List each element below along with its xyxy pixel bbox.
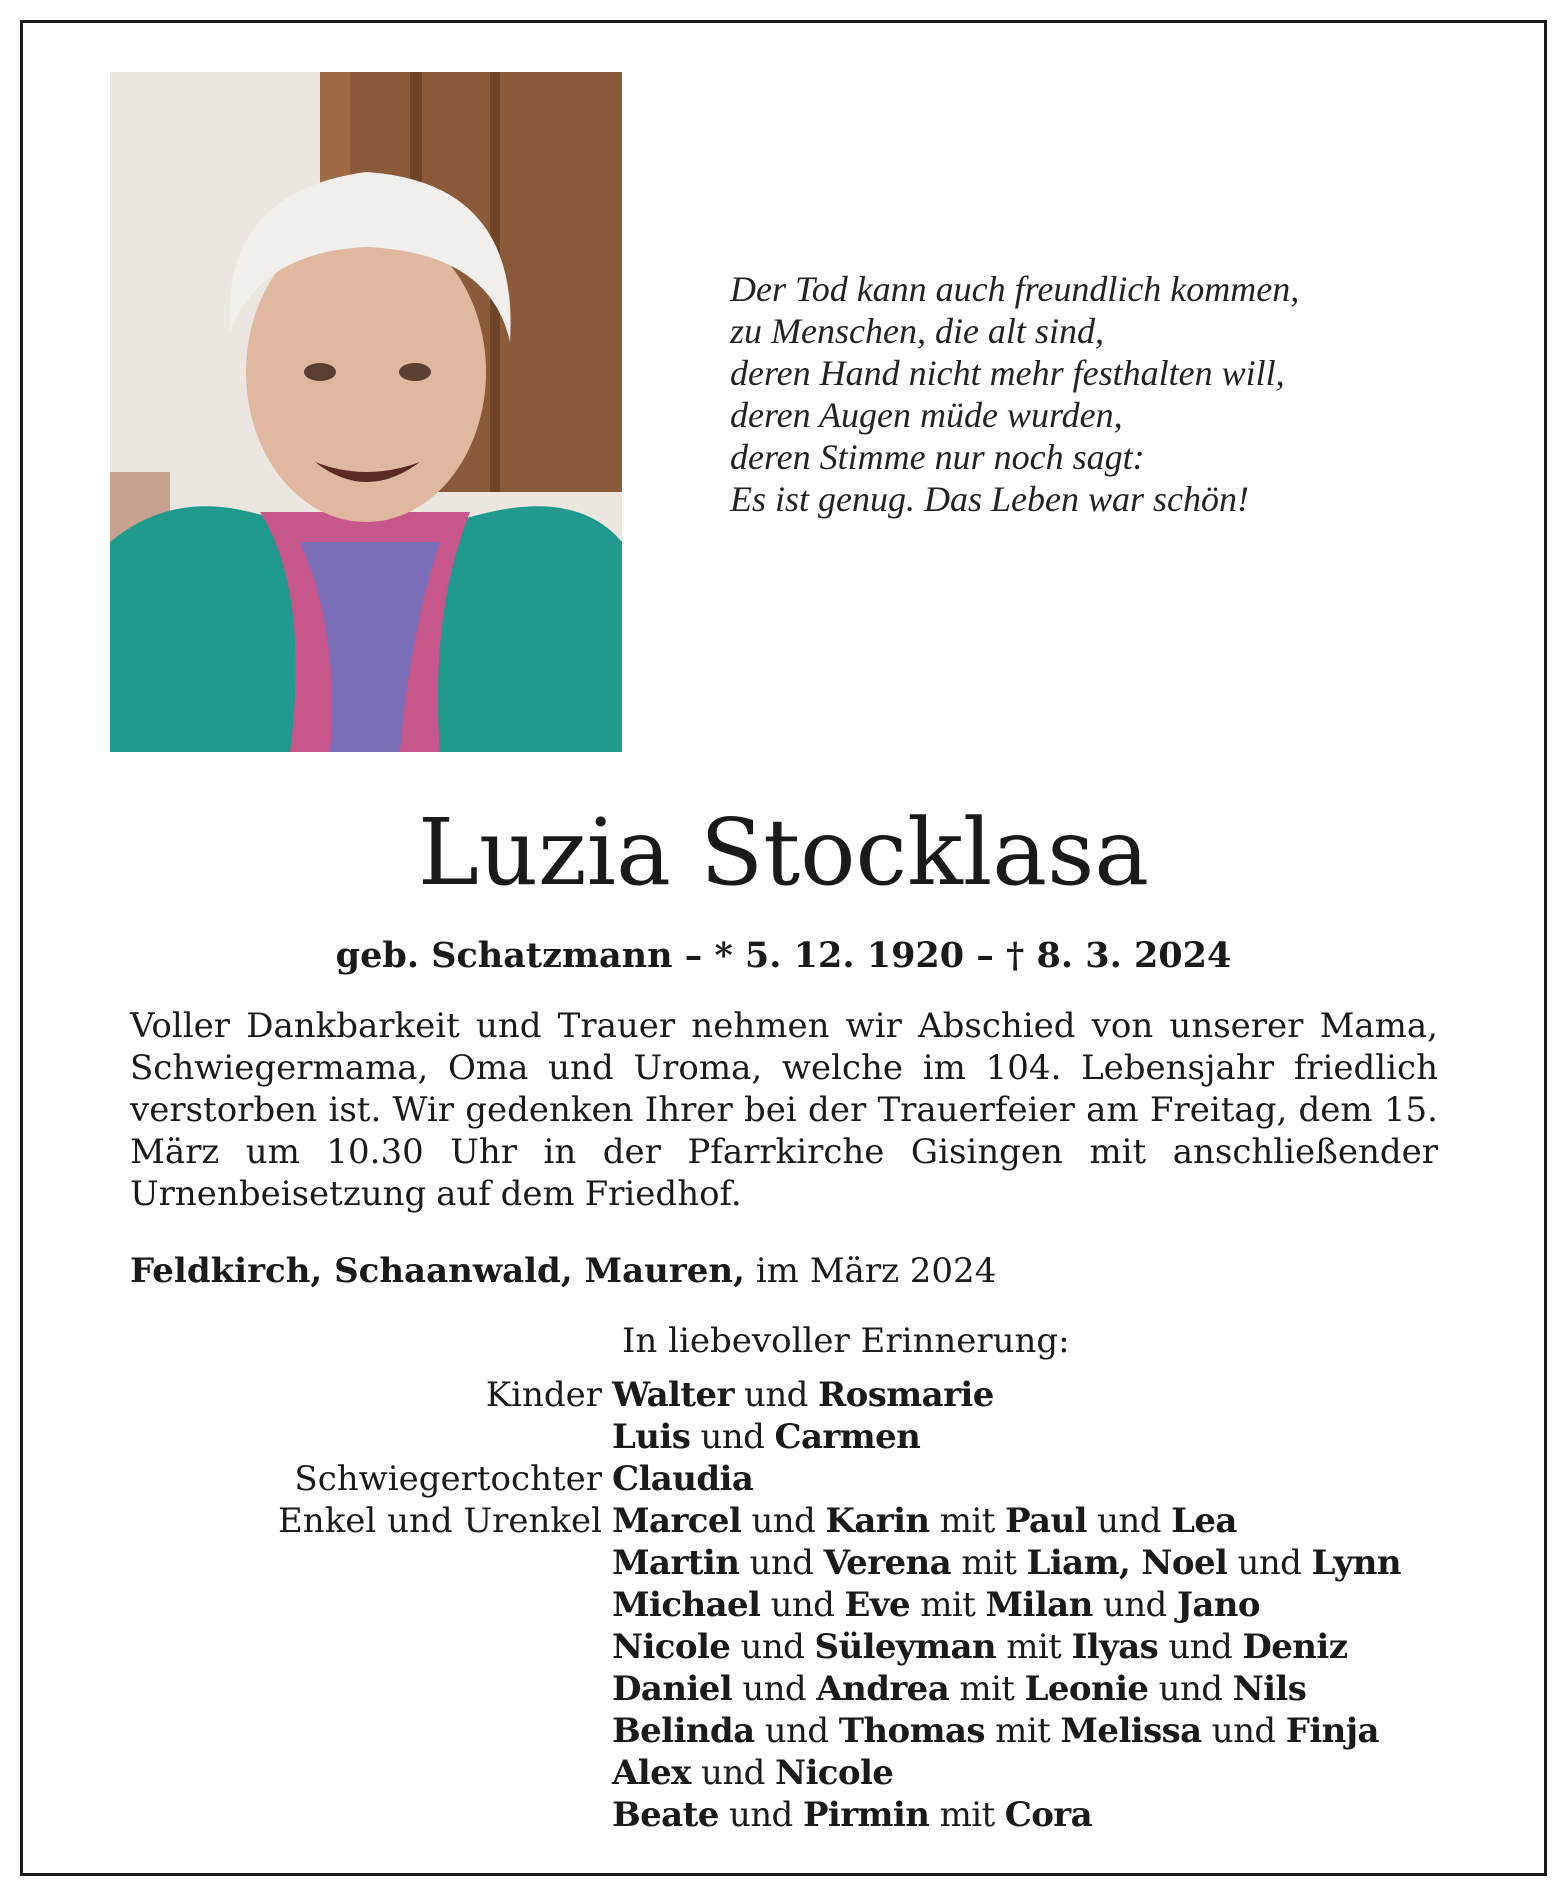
family-member-name: Milan xyxy=(985,1585,1093,1625)
family-row xyxy=(0,1374,1567,1416)
family-member-name: Belinda xyxy=(612,1711,755,1751)
family-names xyxy=(612,1794,1567,1836)
family-names xyxy=(612,1710,1567,1752)
family-member-name: Alex xyxy=(612,1753,691,1793)
family-member-name: Lynn xyxy=(1311,1543,1402,1583)
family-role xyxy=(0,1752,612,1794)
family-member-name: Paul xyxy=(1004,1501,1087,1541)
poem xyxy=(730,268,1299,520)
connector-text: mit xyxy=(949,1669,1025,1709)
family-member-name: Walter xyxy=(612,1375,734,1415)
portrait-illustration xyxy=(110,72,622,752)
family-names xyxy=(612,1500,1567,1542)
family-role xyxy=(0,1626,612,1668)
poem-line: deren Hand nicht mehr festhalten will, xyxy=(730,353,1285,393)
poem-line: deren Augen müde wurden, xyxy=(730,395,1123,435)
family-role xyxy=(0,1794,612,1836)
family-names xyxy=(612,1542,1567,1584)
family-names xyxy=(612,1668,1567,1710)
family-member-name: Nicole xyxy=(612,1627,731,1667)
family-member-name: Luis xyxy=(612,1417,691,1457)
connector-text: und xyxy=(1092,1585,1177,1625)
family-row xyxy=(0,1584,1567,1626)
connector-text: und xyxy=(1227,1543,1312,1583)
family-role: Schwiegertochter xyxy=(294,1459,602,1499)
poem-line: zu Menschen, die alt sind, xyxy=(730,311,1104,351)
connector-text: und xyxy=(732,1669,817,1709)
family-member-name: Verena xyxy=(823,1543,952,1583)
family-member-name: Martin xyxy=(612,1543,740,1583)
family-role xyxy=(0,1416,612,1458)
family-row xyxy=(0,1458,1567,1500)
family-member-name: Melissa xyxy=(1060,1711,1202,1751)
place-and-date xyxy=(130,1250,996,1292)
connector-text: und xyxy=(733,1375,819,1415)
connector-text: und xyxy=(754,1711,839,1751)
family-member-name: Liam, Noel xyxy=(1026,1543,1228,1583)
family-member-name: Michael xyxy=(612,1585,761,1625)
birth-death-dates: geb. Schatzmann – * 5. 12. 1920 – † 8. 3. 2024 xyxy=(335,935,1232,976)
poem-line: Der Tod kann auch freundlich kommen, xyxy=(730,269,1300,309)
family-member-name: Marcel xyxy=(612,1501,742,1541)
family-names xyxy=(612,1458,1567,1500)
connector-text: und xyxy=(739,1543,824,1583)
connector-text: und xyxy=(741,1501,826,1541)
connector-text: und xyxy=(718,1795,803,1835)
family-member-name: Jano xyxy=(1176,1585,1260,1625)
family-names xyxy=(612,1374,1567,1416)
connector-text: und xyxy=(1201,1711,1286,1751)
family-role: Enkel und Urenkel xyxy=(277,1501,602,1541)
family-role xyxy=(0,1668,612,1710)
family-member-name: Lea xyxy=(1171,1501,1237,1541)
poem-line: deren Stimme nur noch sagt: xyxy=(730,437,1145,477)
place-names: Feldkirch, Schaanwald, Mauren, xyxy=(130,1251,745,1291)
family-member-name: Andrea xyxy=(816,1669,950,1709)
family-member-name: Cora xyxy=(1004,1795,1093,1835)
family-role xyxy=(0,1584,612,1626)
family-names xyxy=(612,1752,1567,1794)
family-member-name: Ilyas xyxy=(1071,1627,1159,1667)
family-member-name: Thomas xyxy=(838,1711,985,1751)
announcement-text: Voller Dankbarkeit und Trauer nehmen wir Abschied von unserer Mama, Schwiegermama, Oma und Uroma, welche im 104. Lebensjahr friedlich verstorben ist. Wir gedenken Ihrer bei der Trauerfeier am Freitag, dem 15. März um 10.30 Uhr in der Pfarrkirche Gisingen mit anschließender Urnenbeisetzung auf dem Friedhof. xyxy=(130,1006,1438,1214)
connector-text: und xyxy=(1148,1669,1233,1709)
memory-heading: In liebevoller Erinnerung: xyxy=(622,1321,1070,1361)
family-row xyxy=(0,1626,1567,1668)
family-role xyxy=(0,1542,612,1584)
family-member-name: Carmen xyxy=(774,1417,921,1457)
connector-text: und xyxy=(730,1627,815,1667)
family-names xyxy=(612,1584,1567,1626)
date-text: im März 2024 xyxy=(755,1251,997,1291)
family-member-name: Deniz xyxy=(1242,1627,1348,1667)
family-member-name: Nils xyxy=(1232,1669,1307,1709)
family-member-name: Finja xyxy=(1285,1711,1379,1751)
connector-text: und xyxy=(760,1585,845,1625)
connector-text: mit xyxy=(951,1543,1027,1583)
family-row xyxy=(0,1794,1567,1836)
poem-line: Es ist genug. Das Leben war schön! xyxy=(730,479,1249,519)
family-row xyxy=(0,1668,1567,1710)
connector-text: mit xyxy=(929,1795,1005,1835)
connector-text: mit xyxy=(929,1501,1005,1541)
family-member-name: Karin xyxy=(825,1501,930,1541)
connector-text: mit xyxy=(984,1711,1061,1751)
family-member-name: Claudia xyxy=(612,1459,754,1499)
connector-text: und xyxy=(1158,1627,1243,1667)
family-member-name: Rosmarie xyxy=(818,1375,994,1415)
family-member-name: Süleyman xyxy=(814,1627,997,1667)
family-names xyxy=(612,1626,1567,1668)
family-list xyxy=(0,1374,1567,1836)
family-member-name: Pirmin xyxy=(802,1795,930,1835)
family-row xyxy=(0,1752,1567,1794)
family-member-name: Nicole xyxy=(775,1753,894,1793)
family-role: Kinder xyxy=(485,1375,602,1415)
connector-text: und xyxy=(690,1417,775,1457)
deceased-name: Luzia Stocklasa xyxy=(417,799,1150,906)
family-member-name: Eve xyxy=(844,1585,911,1625)
family-row xyxy=(0,1416,1567,1458)
connector-text: und xyxy=(690,1753,775,1793)
family-member-name: Beate xyxy=(612,1795,719,1835)
family-row xyxy=(0,1500,1567,1542)
connector-text: und xyxy=(1086,1501,1172,1541)
family-names xyxy=(612,1416,1567,1458)
portrait-photo xyxy=(110,72,622,752)
family-member-name: Leonie xyxy=(1024,1669,1149,1709)
connector-text: mit xyxy=(996,1627,1072,1667)
family-row xyxy=(0,1542,1567,1584)
family-row xyxy=(0,1710,1567,1752)
connector-text: mit xyxy=(910,1585,986,1625)
family-role xyxy=(0,1710,612,1752)
family-member-name: Daniel xyxy=(612,1669,733,1709)
